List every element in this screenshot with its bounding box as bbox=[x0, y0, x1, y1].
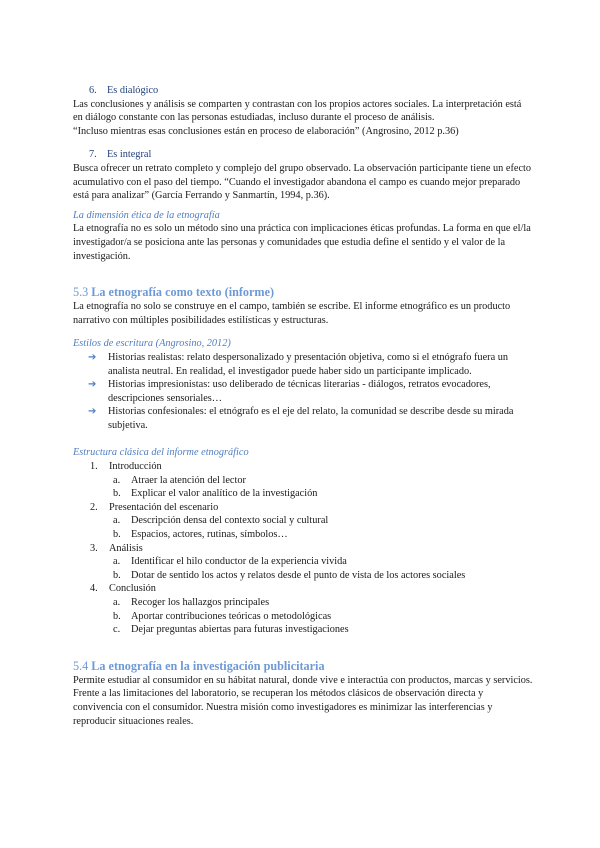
section-7-body: Busca ofrecer un retrato completo y complejo del grupo observado. La observación participante tiene un efecto acumulativo con el paso del tiempo. “Cuando el investigador abandona el campo es cuando mejor preparado está para analizar” (García Ferrando y Sanmartín, 1994, p.36). bbox=[73, 162, 532, 202]
section-53-number: 5.3 bbox=[73, 285, 89, 300]
list-item: b. Aportar contribuciones teóricas o metodológicas bbox=[113, 610, 332, 622]
list-item: b. Explicar el valor analítico de la investigación bbox=[113, 488, 318, 500]
list-item: a. Identificar el hilo conductor de la experiencia vivida bbox=[113, 556, 347, 568]
styles-list bbox=[73, 351, 533, 433]
section-54-title: La etnografía en la investigación publicitaria bbox=[91, 658, 325, 673]
section-54-heading bbox=[73, 659, 533, 674]
list-item: 1. Introducción a. Atraer la atención del lector b. Explicar el valor analítico de la investigación bbox=[73, 460, 533, 501]
list-item: b. Espacios, actores, rutinas, símbolos… bbox=[113, 529, 288, 541]
sub-list bbox=[73, 514, 533, 541]
list-item: a. Recoger los hallazgos principales bbox=[113, 597, 270, 608]
ethics-subtitle: La dimensión ética de la etnografía bbox=[73, 209, 220, 221]
list-item: b. Dotar de sentido los actos y relatos desde el punto de vista de los actores sociales bbox=[113, 569, 466, 581]
ethics-body: La etnografía no es solo un método sino una práctica con implicaciones éticas profundas. La forma en que el/la investigador/a se posiciona ante las personas y comunidades que estudia define el sentido y el valor de la investigación. bbox=[73, 223, 531, 262]
list-item: 4. Conclusión a. Recoger los hallazgos principales b. Aportar contribuciones teóricas o metodológicas c. Dejar preguntas abiertas para futuras investigaciones bbox=[73, 582, 533, 636]
list-item: ➔ Historias impresionistas: uso deliberado de técnicas literarias - diálogos, retratos evocadores, descripciones sensoriales… bbox=[88, 379, 491, 404]
list-item: 2. Presentación del escenario a. Descripción densa del contexto social y cultural b. Espacios, actores, rutinas, símbolos… bbox=[73, 501, 533, 542]
list-item: ➔ Historias realistas: relato despersonalizado y presentación objetiva, como si el etnógrafo fuera un analista neutral. En realidad, el investigador puede haber sido un participante implicado. bbox=[88, 351, 509, 377]
arrow-right-icon: ➔ bbox=[88, 406, 97, 418]
section-6-body: Las conclusiones y análisis se comparten y contrastan con los propios actores sociales. La interpretación está en diálogo constante con las personas estudiadas, incluso durante el proceso de análisis. bbox=[73, 98, 522, 124]
section-7-title: Es integral bbox=[107, 149, 152, 161]
section-54-body: Permite estudiar al consumidor en su hábitat natural, donde vive e interactúa con productos, marcas y servicios. Frente a las limitaciones del laboratorio, se recuperan los métodos clásicos de observación directa y convivencia con el consumidor. Nuestra misión como investigadores es minimizar las interferencias y reproducir situaciones reales. bbox=[73, 674, 533, 727]
list-item: a. Descripción densa del contexto social y cultural bbox=[113, 515, 329, 527]
section-53-body: La etnografía no solo se construye en el campo, también se escribe. El informe etnográfico es un producto narrativo con múltiples posibilidades estilísticas y estructuras. bbox=[73, 301, 511, 326]
arrow-right-icon: ➔ bbox=[88, 379, 97, 391]
section-6-title: Es dialógico bbox=[107, 85, 159, 96]
sub-list bbox=[73, 555, 533, 582]
list-item: c. Dejar preguntas abiertas para futuras investigaciones bbox=[113, 624, 349, 636]
list-item: ➔ Historias confesionales: el etnógrafo es el eje del relato, la comunidad se describe desde su mirada subjetiva. bbox=[88, 406, 514, 431]
section-53-title: La etnografía como texto (informe) bbox=[91, 285, 275, 300]
sub-list bbox=[73, 474, 533, 501]
section-53-heading bbox=[73, 285, 533, 300]
structure-subtitle: Estructura clásica del informe etnográfico bbox=[73, 447, 249, 459]
sub-list bbox=[73, 596, 533, 637]
section-6-heading: 6. Es dialógico bbox=[89, 85, 159, 96]
arrow-right-icon: ➔ bbox=[88, 351, 97, 363]
structure-list bbox=[73, 460, 533, 637]
section-6-quote: “Incluso mientras esas conclusiones están en proceso de elaboración” (Angrosino, 2012 p.36) bbox=[73, 125, 459, 137]
section-7-heading: 7. Es integral bbox=[89, 149, 152, 161]
document-page bbox=[73, 84, 533, 728]
list-item: a. Atraer la atención del lector bbox=[113, 474, 246, 486]
styles-subtitle: Estilos de escritura (Angrosino, 2012) bbox=[73, 338, 231, 350]
list-item: 3. Análisis a. Identificar el hilo conductor de la experiencia vivida b. Dotar de sentido los actos y relatos desde el punto de vista de los actores sociales bbox=[73, 542, 533, 583]
section-54-number: 5.4 bbox=[73, 658, 89, 673]
